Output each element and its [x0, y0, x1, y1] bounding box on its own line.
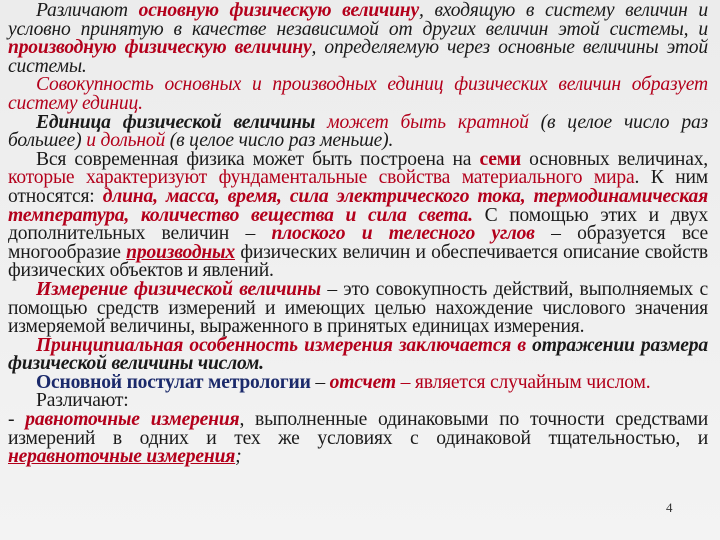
- text-segment: Различают:: [36, 390, 129, 412]
- text-segment: Различают: [36, 0, 139, 21]
- text-segment: может быть кратной: [315, 111, 529, 133]
- term-postulate: Основной постулат метрологии: [36, 371, 311, 393]
- body-text: [8, 2, 708, 467]
- text-segment: которые характеризуют фундаментальные свойства материального мира: [8, 167, 635, 189]
- term-seven: семи: [479, 148, 521, 170]
- paragraph-base-derived: [8, 2, 708, 76]
- text-segment: С помощью этих и двух дополнительных величин –: [8, 204, 708, 245]
- text-segment: Вся современная физика может быть построена на: [36, 148, 480, 170]
- text-segment: Совокупность основных и производных единиц физических величин образует систему единиц.: [8, 74, 708, 114]
- text-segment: , определяемую через основные величины этой системы.: [8, 37, 708, 77]
- term-base-list: длина, масса, время, сила электрического тока, термодинамическая температура, количество вещества и сила света.: [8, 185, 709, 226]
- text-segment: . К ним относятся:: [8, 167, 708, 207]
- term-derived-quantity: производную физическую величину: [8, 37, 312, 59]
- term-unequal-precision: неравноточные измерения: [8, 446, 236, 468]
- page-number: 4: [666, 500, 673, 515]
- term-measurement: Измерение физической величины: [36, 278, 321, 300]
- paragraph-principle: [8, 334, 708, 375]
- paragraph-seven-quantities: [8, 148, 709, 282]
- text-segment: Принципиальная особенность измерения заключается в: [36, 334, 533, 356]
- text-segment: – является случайным числом.: [395, 371, 651, 393]
- term-angles: плоского и телесного углов: [271, 223, 535, 245]
- text-segment: , входящую в систему величин и условно принятую в качестве независимой от других величин этой системы, и: [8, 0, 708, 40]
- text-segment: (в целое число раз меньше).: [165, 130, 394, 152]
- term-equal-precision: равноточные измерения: [25, 409, 240, 431]
- paragraph-equal-precision: [8, 411, 708, 467]
- text-segment: -: [8, 409, 26, 431]
- text-segment: и дольной: [86, 130, 166, 152]
- term-unit: Единица физической величины: [36, 111, 316, 133]
- text-segment: отражении размера физической величины числом.: [8, 334, 708, 375]
- term-derived: производных: [126, 241, 236, 263]
- text-segment: ;: [235, 446, 242, 468]
- text-segment: – это совокупность действий, выполняемых с помощью средств измерений и имеющих целью нахождение числового значения измеряемой величины, выраженного в принятых единицах измерения.: [8, 278, 709, 338]
- text-segment: , выполненные одинаковыми по точности средствами измерений в одних и тех же условиях с одинаковой тщательностью, и: [8, 409, 709, 449]
- text-segment: – образуется все многообразие: [8, 223, 708, 263]
- text-segment: физических величин и обеспечивается описание свойств физических объектов и явлений.: [8, 241, 708, 282]
- paragraph-measurement: [8, 278, 709, 338]
- text-segment: –: [310, 371, 330, 393]
- term-base-quantity: основную физическую величину: [138, 0, 419, 21]
- term-reading: отсчет: [329, 371, 396, 393]
- paragraph-unit-system: [8, 76, 708, 113]
- paragraph-unit: [8, 111, 708, 152]
- text-segment: (в целое число раз большее): [8, 111, 708, 152]
- text-segment: основных величинах,: [520, 148, 708, 170]
